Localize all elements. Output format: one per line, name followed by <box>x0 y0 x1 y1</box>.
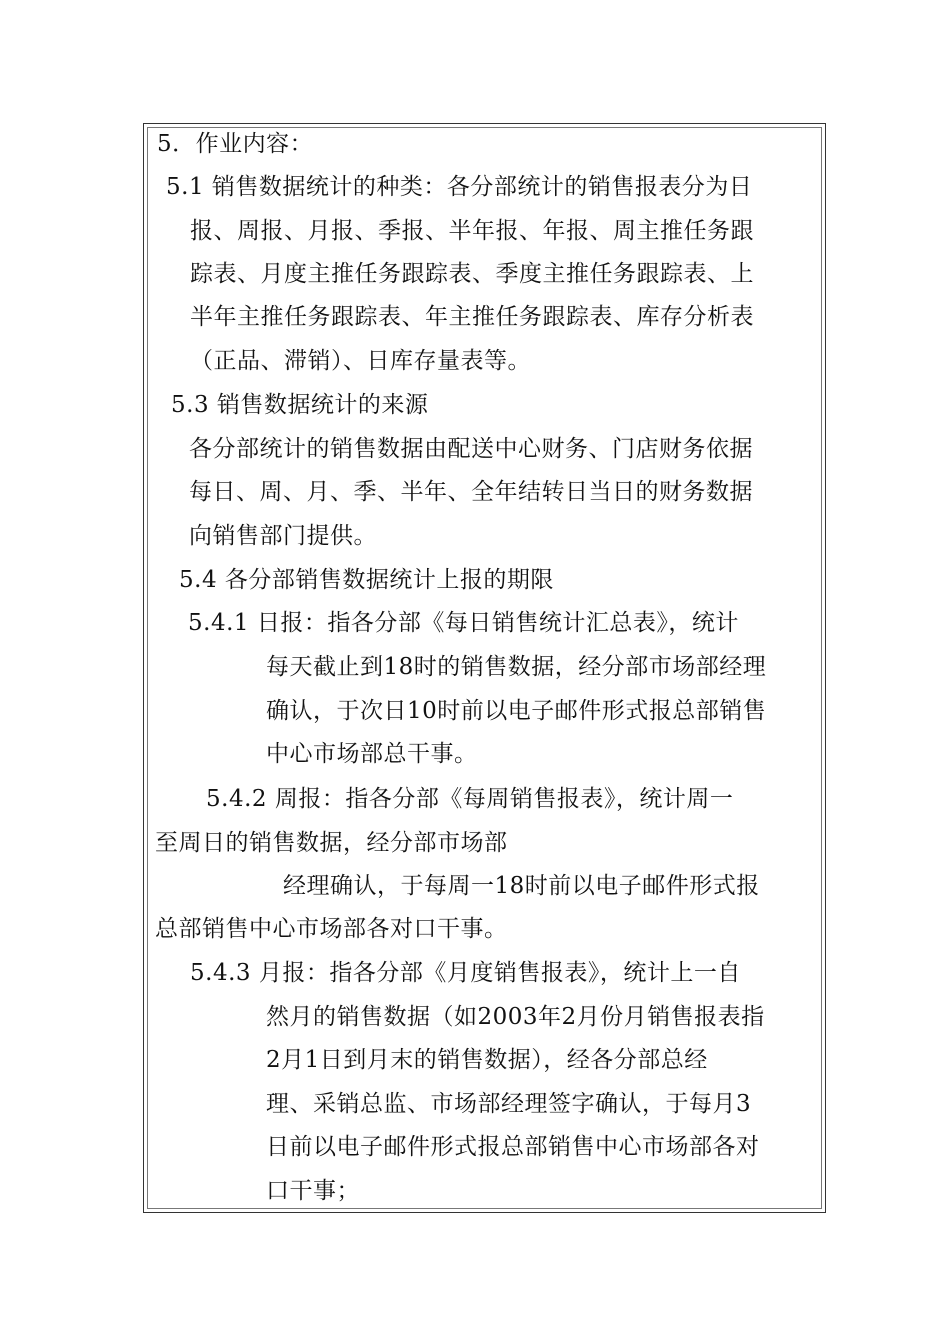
section-5-3-line-3: 向销售部门提供。 <box>189 523 377 549</box>
section-5-4-3-line-3: 2月1日到月末的销售数据），经各分部总经 <box>266 1047 708 1073</box>
section-5-4-3-line-4: 理、采销总监、市场部经理签字确认，于每月3 <box>266 1091 752 1117</box>
section-5-4-3-line-1: 5.4.3 月报：指各分部《月度销售报表》，统计上一自 <box>190 960 741 986</box>
section-5-4-3-line-6: 口干事； <box>266 1178 360 1204</box>
section-5-4-3-line-5: 日前以电子邮件形式报总部销售中心市场部各对 <box>266 1134 760 1160</box>
section-5-4-2-line-1: 5.4.2 周报：指各分部《每周销售报表》，统计周一 <box>206 786 734 812</box>
section-5-3-line-1: 各分部统计的销售数据由配送中心财务、门店财务依据 <box>189 436 753 462</box>
section-5-1-line-2: 报、周报、月报、季报、半年报、年报、周主推任务跟 <box>190 218 754 244</box>
section-5-1-line-1: 5.1 销售数据统计的种类：各分部统计的销售报表分为日 <box>166 174 753 200</box>
section-5-4-3-line-2: 然月的销售数据（如2003年2月份月销售报表指 <box>266 1004 765 1030</box>
section-5-1-line-3: 踪表、月度主推任务跟踪表、季度主推任务跟踪表、上 <box>190 261 754 287</box>
section-heading: 5．作业内容： <box>157 131 314 157</box>
section-5-1-line-5: （正品、滞销）、日库存量表等。 <box>190 348 531 374</box>
section-5-3-title: 5.3 销售数据统计的来源 <box>171 392 429 418</box>
section-5-4-2-line-4: 总部销售中心市场部各对口干事。 <box>155 916 508 942</box>
section-5-4-1-line-3: 确认，于次日10时前以电子邮件形式报总部销售 <box>266 698 767 724</box>
section-5-3-line-2: 每日、周、月、季、半年、全年结转日当日的财务数据 <box>189 479 753 505</box>
section-5-4-1-line-1: 5.4.1 日报：指各分部《每日销售统计汇总表》，统计 <box>188 610 739 636</box>
section-5-4-1-line-4: 中心市场部总干事。 <box>266 741 478 767</box>
section-5-4-2-line-3: 经理确认，于每周一18时前以电子邮件形式报 <box>283 873 760 899</box>
section-5-4-1-line-2: 每天截止到18时的销售数据，经分部市场部经理 <box>266 654 767 680</box>
section-5-4-title: 5.4 各分部销售数据统计上报的期限 <box>179 567 554 593</box>
section-5-1-line-4: 半年主推任务跟踪表、年主推任务跟踪表、库存分析表 <box>190 304 754 330</box>
section-5-4-2-line-2: 至周日的销售数据，经分部市场部 <box>155 830 508 856</box>
